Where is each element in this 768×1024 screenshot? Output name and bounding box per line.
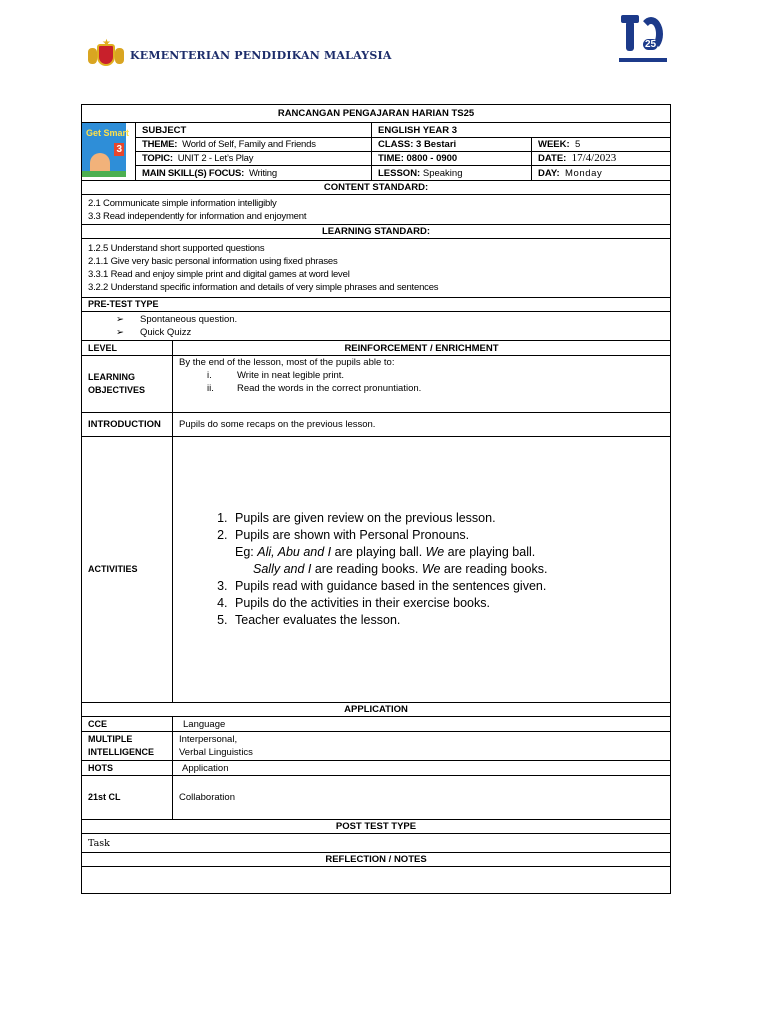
activities-row	[82, 437, 671, 703]
subject-label: SUBJECT	[136, 123, 372, 138]
date-value: 17/4/2023	[571, 152, 617, 164]
title-row	[82, 105, 671, 123]
content-standard-list	[82, 195, 671, 225]
topic-label: TOPIC:	[142, 153, 173, 164]
objectives-intro: By the end of the lesson, most of the pupils able to:	[179, 357, 395, 368]
example-line: Sally and I are reading books. We are reading books.	[253, 562, 548, 576]
list-item: ii. Read the words in the correct pronuntiation.	[207, 383, 422, 394]
list-item: 4. Pupils do the activities in their exercise books.	[231, 595, 670, 612]
skill-value: Writing	[248, 167, 277, 179]
cl-label: 21st CL	[82, 776, 173, 820]
reflection-heading: REFLECTION / NOTES	[82, 853, 671, 867]
post-test-heading: POST TEST TYPE	[82, 820, 671, 834]
list-item: 1. Pupils are given review on the previous lesson.	[231, 510, 670, 527]
pre-test-list	[82, 312, 671, 341]
ministry-name: KEMENTERIAN PENDIDIKAN MALAYSIA	[130, 48, 392, 62]
list-item: 3. Pupils read with guidance based in the sentences given.	[231, 578, 670, 595]
week-value: 5	[574, 139, 581, 150]
activities-list	[179, 510, 670, 629]
cl-value: Collaboration	[173, 776, 671, 820]
list-item: 2. Pupils are shown with Personal Pronouns.	[231, 527, 670, 544]
date-cell	[532, 152, 671, 166]
learning-standard-heading-row	[82, 225, 671, 239]
application-heading: APPLICATION	[82, 703, 671, 717]
list-item: 2.1 Communicate simple information intelligibly	[88, 197, 277, 209]
day-label: DAY:	[538, 167, 560, 179]
day-cell	[532, 166, 671, 181]
application-heading-row	[82, 703, 671, 717]
learning-standard-heading: LEARNING STANDARD:	[82, 225, 671, 239]
week-cell	[532, 138, 671, 152]
objectives-row	[82, 356, 671, 413]
learning-standard-list	[82, 239, 671, 298]
date-label: DATE:	[538, 153, 567, 164]
class-cell	[372, 138, 532, 152]
textbook-cover-icon: Get Smart 3	[82, 123, 126, 177]
bullet-arrow-icon: ➢	[116, 314, 124, 325]
objectives-label: LEARNING OBJECTIVES	[82, 356, 173, 413]
introduction-value: Pupils do some recaps on the previous lesson.	[173, 413, 671, 437]
skill-row	[82, 166, 671, 181]
week-label: WEEK:	[538, 139, 570, 150]
theme-row	[82, 138, 671, 152]
reflection-heading-row	[82, 853, 671, 867]
subject-value: ENGLISH YEAR 3	[372, 123, 671, 138]
content-standard-heading-row	[82, 181, 671, 195]
introduction-row	[82, 413, 671, 437]
class-label: CLASS:	[378, 139, 414, 150]
time-label: TIME:	[378, 153, 404, 164]
list-item: ➢ Quick Quizz	[88, 326, 670, 339]
level-label: LEVEL	[82, 341, 173, 356]
theme-value: World of Self, Family and Friends	[182, 139, 316, 150]
list-item: 1.2.5 Understand short supported questions	[88, 243, 265, 254]
post-test-row	[82, 834, 671, 853]
level-row	[82, 341, 671, 356]
list-item: ➢ Spontaneous question.	[88, 313, 670, 326]
time-cell	[372, 152, 532, 166]
level-value: REINFORCEMENT / ENRICHMENT	[173, 341, 671, 356]
objectives-content	[173, 356, 671, 413]
list-item: 2.1.1 Give very basic personal information using fixed phrases	[88, 256, 338, 267]
content-standard-heading: CONTENT STANDARD:	[82, 181, 671, 195]
introduction-label: INTRODUCTION	[82, 413, 173, 437]
mi-label: MULTIPLE INTELLIGENCE	[82, 732, 173, 761]
lesson-cell	[372, 166, 532, 181]
post-test-heading-row	[82, 820, 671, 834]
reflection-notes	[82, 867, 671, 894]
ts25-logo-icon: 25	[619, 13, 667, 67]
topic-row	[82, 152, 671, 166]
mi-value: Interpersonal, Verbal Linguistics	[173, 732, 671, 761]
subject-row	[82, 123, 671, 138]
activities-content	[173, 437, 671, 703]
cce-label: CCE	[82, 717, 173, 732]
lesson-plan-table	[81, 104, 671, 894]
list-item: 3.2.2 Understand specific information and details of very simple phrases and sentences	[88, 282, 439, 293]
lesson-label: LESSON:	[378, 167, 421, 179]
list-item: 5. Teacher evaluates the lesson.	[231, 612, 670, 629]
skill-cell	[136, 166, 372, 181]
cl-row	[82, 776, 671, 820]
page-title: RANCANGAN PENGAJARAN HARIAN TS25	[82, 105, 671, 123]
topic-value: UNIT 2 - Let’s Play	[177, 153, 254, 164]
list-item: i. Write in neat legible print.	[207, 370, 345, 381]
hots-label: HOTS	[82, 761, 173, 776]
content-standard-row	[82, 195, 671, 225]
example-line: Eg: Ali, Abu and I are playing ball. We are playing ball.	[235, 545, 536, 559]
pre-test-row	[82, 312, 671, 341]
pre-test-heading: PRE-TEST TYPE	[82, 298, 671, 312]
learning-standard-row	[82, 239, 671, 298]
pre-test-heading-row	[82, 298, 671, 312]
list-item: 3.3 Read independently for information and enjoyment	[88, 210, 307, 222]
skill-label: MAIN SKILL(S) FOCUS:	[142, 167, 245, 179]
hots-value: Application	[173, 761, 671, 776]
cce-row	[82, 717, 671, 732]
lesson-value: Speaking	[422, 167, 463, 179]
time-value: 0800 - 0900	[406, 153, 458, 164]
class-value: 3 Bestari	[416, 139, 457, 150]
ministry-header	[88, 38, 392, 72]
bullet-arrow-icon: ➢	[116, 327, 124, 338]
malaysia-crest-icon: ★	[88, 40, 124, 70]
textbook-cell	[82, 123, 136, 181]
cce-value: Language	[173, 717, 671, 732]
hots-row	[82, 761, 671, 776]
post-test-value: Task	[82, 834, 671, 853]
theme-label: THEME:	[142, 139, 178, 150]
theme-cell	[136, 138, 372, 152]
activities-label: ACTIVITIES	[82, 437, 173, 703]
reflection-row	[82, 867, 671, 894]
mi-row	[82, 732, 671, 761]
day-value: Monday	[564, 167, 603, 179]
list-item: 3.3.1 Read and enjoy simple print and digital games at word level	[88, 269, 350, 280]
topic-cell	[136, 152, 372, 166]
